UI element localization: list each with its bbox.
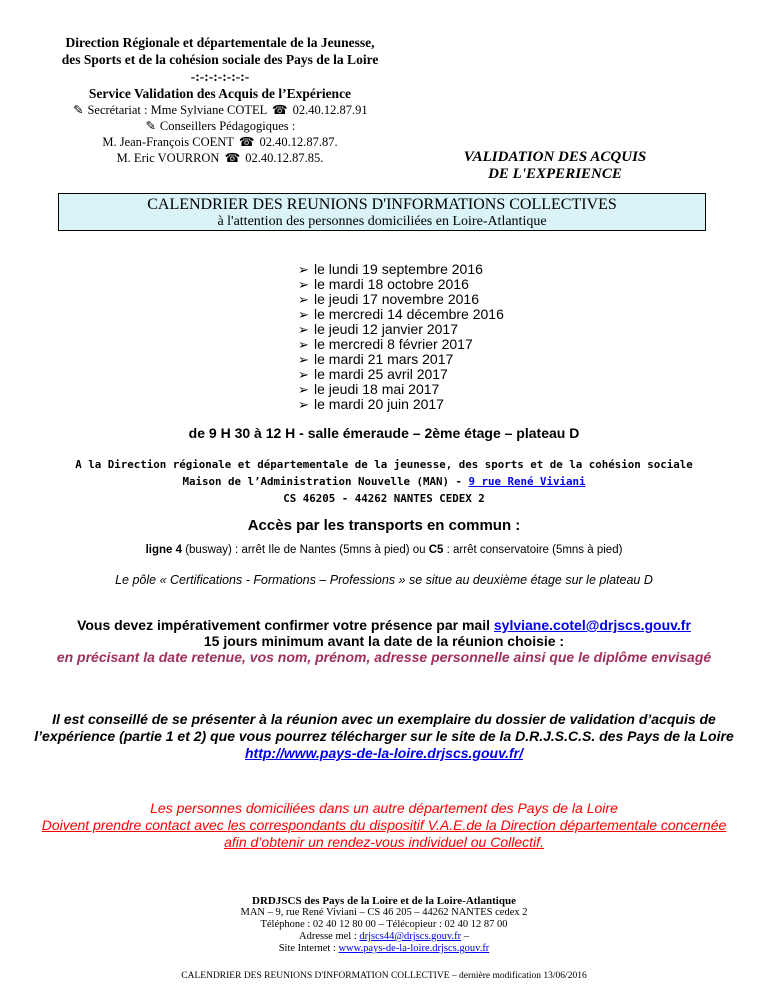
service-title: Service Validation des Acquis de l’Expérience	[88, 86, 352, 101]
calendar-title: CALENDRIER DES REUNIONS D'INFORMATIONS COLLECTIVES	[147, 196, 617, 213]
footer-mail-suffix: –	[461, 931, 469, 942]
date-item	[298, 277, 504, 292]
address-line2	[0, 473, 768, 490]
conseil-line1: Il est conseillé de se présenter à la réunion avec un exemplaire du dossier de validation d’acquis de	[52, 711, 716, 727]
autres-line3: afin d’obtenir un rendez-vous individuel ou Collectif.	[224, 834, 544, 850]
pole-note: Le pôle « Certifications - Formations – Professions » se situe au deuxième étage sur le plateau D	[115, 573, 653, 587]
address-line2-prefix: Maison de l’Administration Nouvelle (MAN) -	[182, 475, 469, 488]
arrow-bullet-icon: ➢	[298, 382, 309, 397]
website-link[interactable]: http://www.pays-de-la-loire.drjscs.gouv.fr/	[245, 745, 523, 761]
date-text: le mardi 21 mars 2017	[314, 351, 454, 367]
dates-list	[298, 262, 504, 412]
footer-mail-line	[0, 931, 768, 943]
arrow-bullet-icon: ➢	[298, 367, 309, 382]
date-item	[298, 382, 504, 397]
hand-pointing-icon: ✎	[145, 119, 156, 133]
arrow-bullet-icon: ➢	[298, 262, 309, 277]
arrow-bullet-icon: ➢	[298, 292, 309, 307]
date-item	[298, 262, 504, 277]
ligne-text: (busway) : arrêt Ile de Nantes (5mns à pied) ou	[182, 544, 429, 556]
date-text: le jeudi 12 janvier 2017	[314, 321, 458, 337]
calendar-title-box	[58, 193, 706, 231]
date-item	[298, 367, 504, 382]
secretariat-name: Secrétariat : Mme Sylviane COTEL	[87, 103, 267, 117]
date-item	[298, 292, 504, 307]
secretariat-line	[20, 102, 420, 118]
footer-tel: Téléphone : 02 40 12 80 00 – Télécopieur : 02 40 12 87 00	[260, 919, 508, 930]
confirm-text: Vous devez impérativement confirmer votre présence par mail	[77, 617, 494, 633]
meeting-address	[0, 456, 768, 507]
autres-line2: Doivent prendre contact avec les correspondants du dispositif V.A.E.de la Direction départementale concernée	[41, 817, 727, 833]
conseiller2-name: M. Eric VOURRON	[116, 151, 220, 165]
conseiller1-name: M. Jean-François COENT	[102, 135, 234, 149]
date-item	[298, 322, 504, 337]
secretariat-phone: 02.40.12.87.91	[292, 103, 368, 117]
arrow-bullet-icon: ➢	[298, 397, 309, 412]
telephone-icon: ☎	[271, 103, 288, 117]
confirm-line	[0, 617, 768, 633]
date-text: le jeudi 17 novembre 2016	[314, 291, 480, 307]
date-text: le mardi 18 octobre 2016	[314, 276, 469, 292]
date-item	[298, 397, 504, 412]
arrow-bullet-icon: ➢	[298, 277, 309, 292]
hand-pointing-icon: ✎	[73, 103, 84, 117]
footer-mail-link[interactable]: drjscs44@drjscs.gouv.fr	[359, 931, 462, 942]
conseiller2-phone: 02.40.12.87.85.	[245, 151, 324, 165]
ligne-label: ligne 4	[145, 544, 183, 556]
footer-site-link[interactable]: www.pays-de-la-loire.drjscs.gouv.fr	[338, 943, 490, 954]
conseil-line2: l’expérience (partie 1 et 2) que vous pourrez télécharger sur le site de la D.R.J.S.C.S. des Pays de la Loire	[34, 728, 734, 744]
conseil-block	[0, 711, 768, 762]
arrow-bullet-icon: ➢	[298, 337, 309, 352]
vae-title	[430, 149, 680, 183]
confirm-block	[0, 617, 768, 665]
address-street-link[interactable]: 9 rue René Viviani	[468, 475, 586, 488]
address-line3: CS 46205 - 44262 NANTES CEDEX 2	[283, 492, 485, 505]
arrow-bullet-icon: ➢	[298, 352, 309, 367]
date-item	[298, 337, 504, 352]
footer-site-line	[0, 943, 768, 955]
vae-title-line2: DE L'EXPERIENCE	[488, 166, 622, 182]
date-text: le mercredi 8 février 2017	[314, 336, 473, 352]
conseiller2-line	[20, 150, 420, 166]
date-item	[298, 352, 504, 367]
footer	[0, 895, 768, 955]
vae-title-line1: VALIDATION DES ACQUIS	[463, 149, 647, 165]
header-line2: des Sports et de la cohésion sociale des Pays de la Loire	[61, 52, 379, 67]
date-item	[298, 307, 504, 322]
date-text: le mardi 25 avril 2017	[314, 366, 448, 382]
footer-address: MAN – 9, rue René Viviani – CS 46 205 – 44262 NANTES cedex 2	[240, 907, 528, 918]
confirm-delay: 15 jours minimum avant la date de la réunion choisie :	[203, 633, 565, 649]
transport-info	[0, 544, 768, 556]
c5-text: : arrêt conservatoire (5mns à pied)	[443, 544, 623, 556]
footer-org: DRDJSCS des Pays de la Loire et de la Loire-Atlantique	[252, 895, 516, 907]
date-text: le mercredi 14 décembre 2016	[314, 306, 504, 322]
header-separator: -:-:-:-:-:-:-	[190, 69, 250, 84]
other-departments-block	[0, 800, 768, 851]
header-line1: Direction Régionale et départementale de la Jeunesse,	[65, 35, 375, 50]
email-link[interactable]: sylviane.cotel@drjscs.gouv.fr	[493, 617, 691, 633]
conseiller1-line	[20, 134, 420, 150]
address-line1: A la Direction régionale et départementale de la jeunesse, des sports et de la cohésion sociale	[75, 458, 693, 471]
confirm-precision: en précisant la date retenue, vos nom, prénom, adresse personnelle ainsi que le diplôme envisagé	[56, 649, 712, 665]
conseillers-line	[20, 118, 420, 134]
calendar-subtitle: à l'attention des personnes domiciliées en Loire-Atlantique	[217, 214, 547, 229]
arrow-bullet-icon: ➢	[298, 307, 309, 322]
date-text: le lundi 19 septembre 2016	[314, 261, 483, 277]
date-text: le mardi 20 juin 2017	[314, 396, 444, 412]
bottom-note: CALENDRIER DES REUNIONS D'INFORMATION COLLECTIVE – dernière modification 13/06/2016	[181, 971, 587, 981]
footer-site-label: Site Internet :	[278, 943, 339, 954]
telephone-icon: ☎	[238, 135, 255, 149]
header-block	[20, 34, 420, 166]
footer-mail-label: Adresse mel :	[299, 931, 360, 942]
c5-label: C5	[428, 544, 444, 556]
autres-line1: Les personnes domiciliées dans un autre département des Pays de la Loire	[150, 800, 618, 816]
meeting-hours: de 9 H 30 à 12 H - salle émeraude – 2ème étage – plateau D	[188, 425, 580, 441]
access-title: Accès par les transports en commun :	[247, 517, 521, 534]
telephone-icon: ☎	[224, 151, 241, 165]
conseiller1-phone: 02.40.12.87.87.	[259, 135, 338, 149]
date-text: le jeudi 18 mai 2017	[314, 381, 440, 397]
arrow-bullet-icon: ➢	[298, 322, 309, 337]
conseillers-label: Conseillers Pédagogiques :	[159, 119, 296, 133]
